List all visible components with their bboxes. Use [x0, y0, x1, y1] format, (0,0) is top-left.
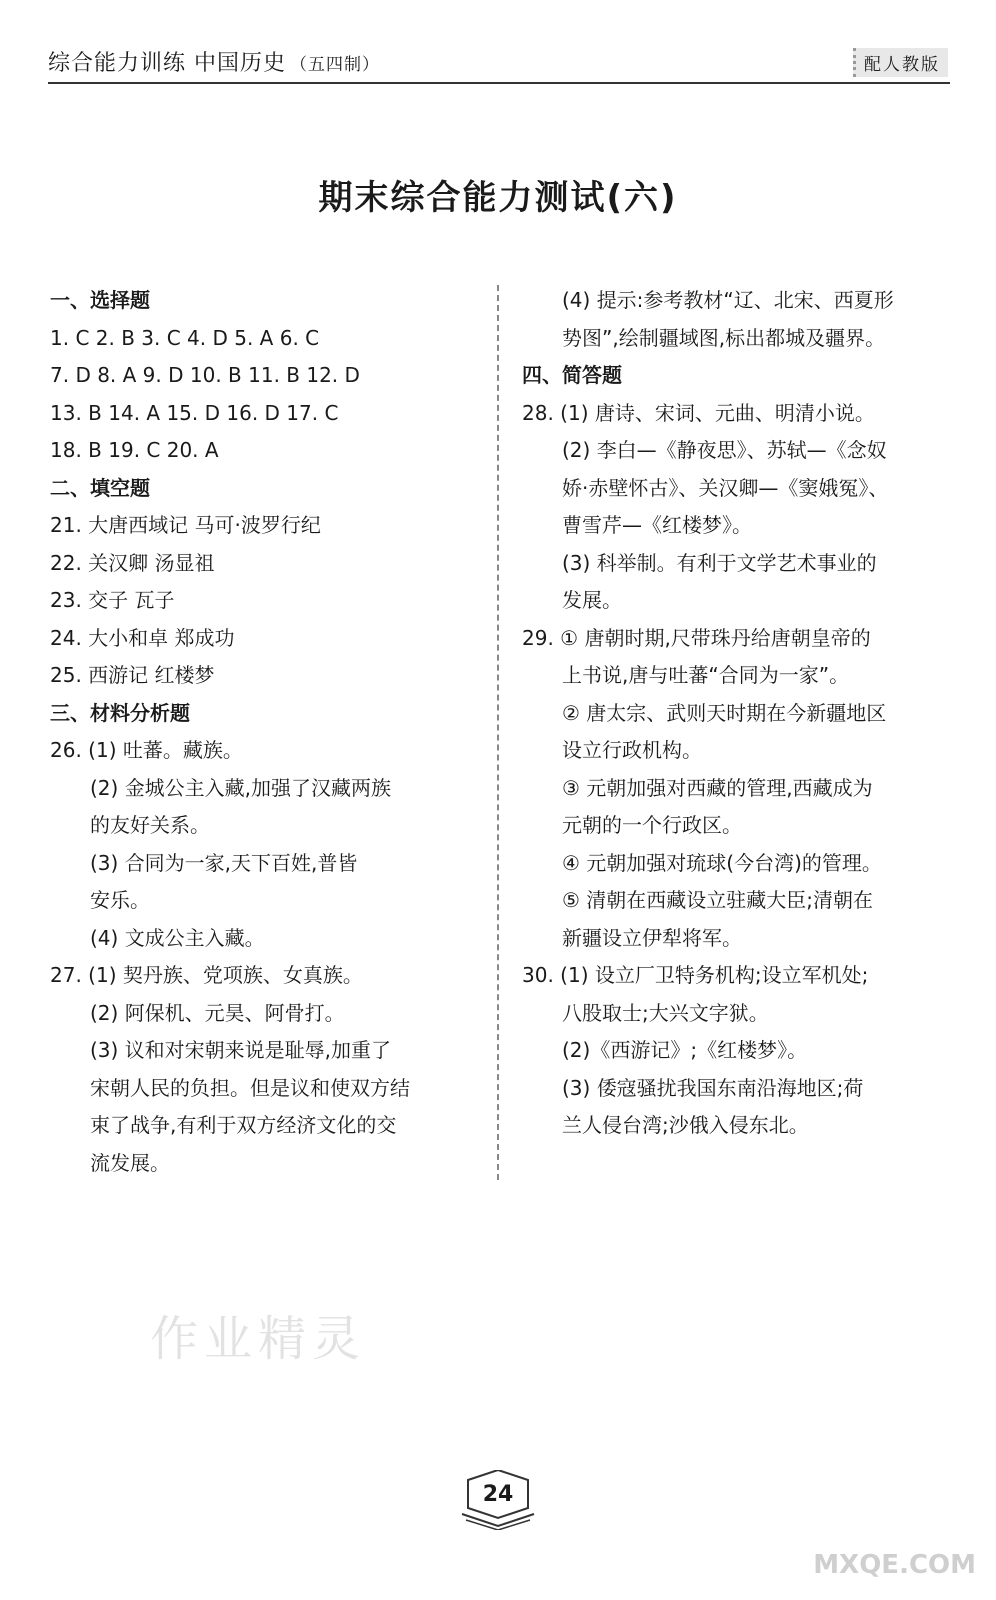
- answer-line: 7. D 8. A 9. D 10. B 11. B 12. D: [50, 363, 360, 387]
- answer-line: ⑤ 清朝在西藏设立驻藏大臣;清朝在: [562, 888, 874, 912]
- answer-line: 的友好关系。: [90, 813, 210, 837]
- answer-line: 18. B 19. C 20. A: [50, 438, 219, 462]
- answer-line: 上书说,唐与吐蕃“合同为一家”。: [562, 663, 850, 687]
- answer-line: 1. C 2. B 3. C 4. D 5. A 6. C: [50, 325, 320, 350]
- answer-line: ② 唐太宗、武则天时期在今新疆地区: [562, 700, 887, 725]
- page-number: 24: [482, 1482, 514, 1507]
- answer-line: (3) 议和对宋朝来说是耻辱,加重了: [90, 1038, 392, 1062]
- answer-line: (3) 合同为一家,天下百姓,普皆: [90, 850, 358, 875]
- column-divider: [497, 285, 499, 1180]
- answer-line: 21. 大唐西域记 马可·波罗行纪: [50, 513, 321, 537]
- page-header: [48, 44, 948, 84]
- answer-line: 势图”,绘制疆域图,标出都城及疆界。: [562, 325, 886, 350]
- section-heading: 二、填空题: [50, 475, 150, 500]
- answer-line: (2) 金城公主入藏,加强了汉藏两族: [90, 775, 392, 800]
- page-title: 期末综合能力测试(六): [318, 178, 678, 218]
- answer-line: 安乐。: [90, 888, 150, 912]
- answer-line: 28. (1) 唐诗、宋词、元曲、明清小说。: [522, 400, 875, 425]
- watermark-text: 作业精灵: [150, 1311, 367, 1367]
- answer-line: 束了战争,有利于双方经济文化的交: [90, 1113, 397, 1137]
- book-title-main: 综合能力训练 中国历史: [48, 51, 286, 76]
- answer-line: ③ 元朝加强对西藏的管理,西藏成为: [562, 775, 873, 800]
- left-column: [50, 282, 470, 1182]
- answer-line: 发展。: [562, 588, 622, 612]
- answer-line: (4) 文成公主入藏。: [90, 925, 265, 950]
- section-heading: 四、简答题: [522, 363, 622, 387]
- answer-line: (2) 李白—《静夜思》、苏轼—《念奴: [562, 438, 887, 462]
- answer-line: 30. (1) 设立厂卫特务机构;设立军机处;: [522, 963, 869, 987]
- book-title-sub: （五四制）: [290, 55, 380, 75]
- answer-line: 兰人侵台湾;沙俄入侵东北。: [562, 1113, 809, 1137]
- answer-line: 27. (1) 契丹族、党项族、女真族。: [50, 963, 363, 987]
- answer-line: ④ 元朝加强对琉球(今台湾)的管理。: [562, 850, 882, 875]
- answer-line: 29. ① 唐朝时期,尺带珠丹给唐朝皇帝的: [522, 625, 871, 650]
- book-title: [48, 46, 380, 77]
- page-footer: [448, 1470, 548, 1530]
- answer-line: (3) 科举制。有利于文学艺术事业的: [562, 550, 877, 575]
- answer-line: 宋朝人民的负担。但是议和使双方结: [90, 1075, 410, 1100]
- answer-line: 23. 交子 瓦子: [50, 588, 175, 612]
- section-heading: 三、材料分析题: [50, 700, 190, 725]
- right-column: [522, 282, 952, 1145]
- edition-badge: 配人教版: [853, 48, 948, 77]
- answer-line: 娇·赤壁怀古》、关汉卿—《窦娥冤》、: [562, 475, 889, 500]
- answer-line: 26. (1) 吐蕃。藏族。: [50, 738, 243, 762]
- answer-line: 设立行政机构。: [562, 738, 702, 762]
- answer-line: 13. B 14. A 15. D 16. D 17. C: [50, 400, 339, 425]
- answer-line: 22. 关汉卿 汤显祖: [50, 550, 215, 575]
- answer-line: 新疆设立伊犁将军。: [562, 925, 742, 950]
- answer-line: (3) 倭寇骚扰我国东南沿海地区;荷: [562, 1075, 864, 1100]
- answer-line: (2)《西游记》;《红楼梦》。: [562, 1038, 808, 1062]
- answer-line: 八股取士;大兴文字狱。: [562, 1000, 769, 1025]
- header-divider: [48, 82, 950, 84]
- site-watermark: MXQE.COM: [813, 1550, 976, 1580]
- answer-line: 25. 西游记 红楼梦: [50, 663, 215, 687]
- answer-line: 24. 大小和卓 郑成功: [50, 625, 235, 650]
- answer-line: 流发展。: [90, 1150, 170, 1175]
- answer-line: (4) 提示:参考教材“辽、北宋、西夏形: [562, 288, 894, 312]
- answer-line: 元朝的一个行政区。: [562, 813, 742, 837]
- section-heading: 一、选择题: [50, 288, 150, 312]
- answer-line: 曹雪芹—《红楼梦》。: [562, 513, 752, 537]
- answer-line: (2) 阿保机、元昊、阿骨打。: [90, 1000, 345, 1025]
